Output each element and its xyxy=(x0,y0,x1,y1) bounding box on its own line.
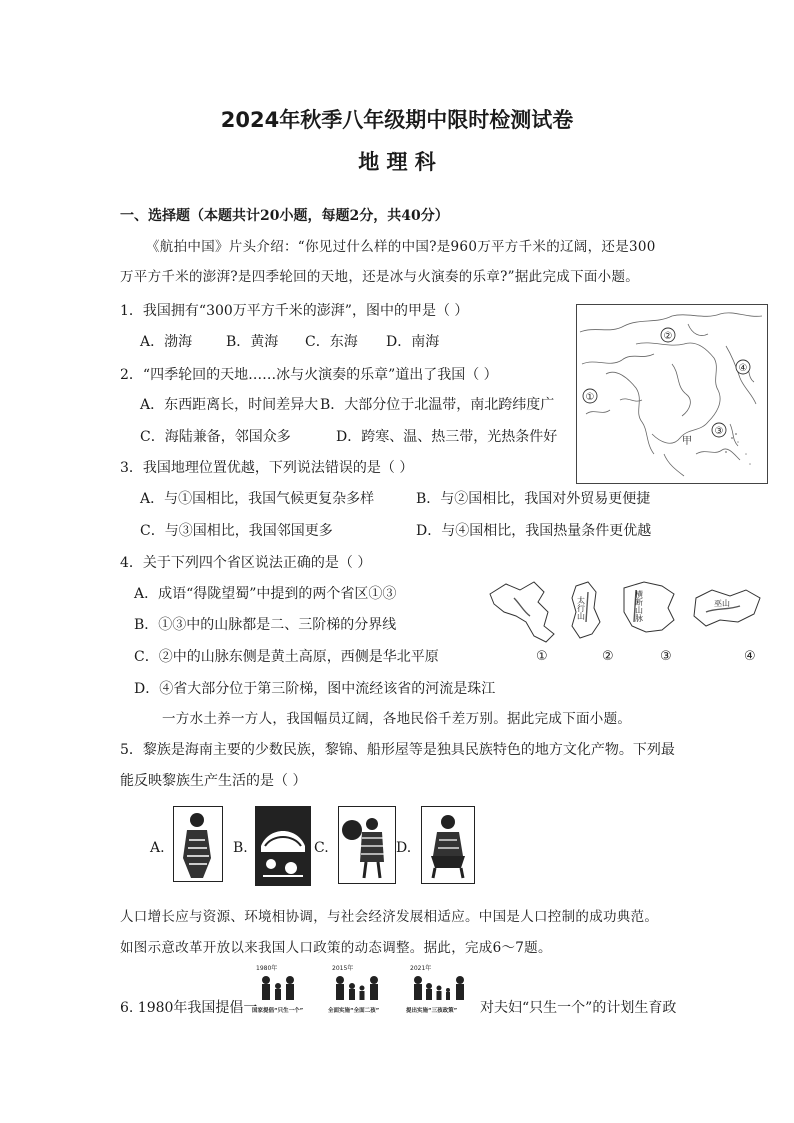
q6-stem-start: 6. 1980年我国提倡一 xyxy=(120,1000,258,1016)
policy-year-2021: 2021年 xyxy=(410,965,432,972)
population-policy-figure xyxy=(246,962,478,1018)
q5-image-b xyxy=(255,806,311,886)
q2-option-d: D．跨寒、温、热三带，光热条件好 xyxy=(336,429,558,445)
q1-stem: 1．我国拥有“300万平方千米的澎湃”，图中的甲是（ ） xyxy=(120,303,469,319)
map-marker-1: ① xyxy=(585,392,595,403)
label-hengduanshan: 横断山脉 xyxy=(634,590,644,622)
q4-option-d: D．④省大部分位于第三阶梯，图中流经该省的河流是珠江 xyxy=(134,681,496,697)
map-marker-4: ④ xyxy=(738,363,748,374)
q5-label-a: A. xyxy=(150,840,165,856)
q5-image-c xyxy=(338,806,396,884)
q4-stem: 4．关于下列四个省区说法正确的是（ ） xyxy=(120,555,372,571)
q2-option-b: B．大部分位于北温带，南北跨纬度广 xyxy=(320,397,555,413)
map-marker-2: ② xyxy=(663,331,673,342)
province-number-2: ② xyxy=(602,649,614,664)
policy-caption-2021: 提出实施“三孩政策” xyxy=(406,1008,458,1014)
q5-label-d: D. xyxy=(396,840,412,856)
label-wushan: 巫山 xyxy=(714,599,730,608)
policy-caption-1980: 国家提倡“只生一个” xyxy=(252,1008,304,1014)
q1-option-a: A．渤海 xyxy=(140,334,193,350)
map-marker-3: ③ xyxy=(714,426,724,437)
policy-year-1980: 1980年 xyxy=(256,965,278,972)
province-number-4: ④ xyxy=(744,649,756,664)
intro3-line1: 人口增长应与资源、环境相协调，与社会经济发展相适应。中国是人口控制的成功典范。 xyxy=(120,909,659,925)
province-number-1: ① xyxy=(536,649,548,664)
q4-option-a: A．成语“得陇望蜀”中提到的两个省区①③ xyxy=(134,586,397,602)
q1-option-d: D．南海 xyxy=(386,334,440,350)
intro-text-line2: 万平方千米的澎湃?是四季轮回的天地，还是冰与火演奏的乐章?”据此完成下面小题。 xyxy=(120,269,640,285)
intro3-line2: 如图示意改革开放以来我国人口政策的动态调整。据此，完成6～7题。 xyxy=(120,940,552,956)
q5-label-b: B. xyxy=(233,840,248,856)
q1-option-b: B．黄海 xyxy=(226,334,279,350)
q5-stem-line1: 5．黎族是海南主要的少数民族，黎锦、船形屋等是独具民族特色的地方文化产物。下列最 xyxy=(120,742,675,758)
q5-stem-line2: 能反映黎族生产生活的是（ ） xyxy=(120,773,307,789)
policy-year-2015: 2015年 xyxy=(332,965,354,972)
asia-map-figure xyxy=(576,304,768,484)
intro2-text: 一方水土养一方人，我国幅员辽阔，各地民俗千差万别。据此完成下面小题。 xyxy=(162,711,632,727)
subject-title: 地 理 科 xyxy=(358,150,436,174)
q1-option-c: C．东海 xyxy=(305,334,358,350)
q3-option-c: C．与③国相比，我国邻国更多 xyxy=(140,523,333,539)
q6-stem-end: 对夫妇“只生一个”的计划生育政 xyxy=(480,1000,677,1016)
q2-option-a: A．东西距离长，时间差异大 xyxy=(140,397,319,413)
q5-image-d xyxy=(421,806,475,884)
exam-title: 2024年秋季八年级期中限时检测试卷 xyxy=(220,108,574,132)
q3-option-d: D．与④国相比，我国热量条件更优越 xyxy=(416,523,652,539)
q4-option-b: B．①③中的山脉都是二、三阶梯的分界线 xyxy=(134,617,397,633)
q3-option-a: A．与①国相比，我国气候更复杂多样 xyxy=(140,491,375,507)
q2-stem: 2．“四季轮回的天地……冰与火演奏的乐章”道出了我国（ ） xyxy=(120,367,498,383)
province-outlines-figure xyxy=(484,572,774,664)
q3-option-b: B．与②国相比，我国对外贸易更便捷 xyxy=(416,491,651,507)
q5-label-c: C. xyxy=(314,840,329,856)
province-number-3: ③ xyxy=(660,649,672,664)
q5-image-a xyxy=(173,806,223,882)
q4-option-c: C．②中的山脉东侧是黄土高原，西侧是华北平原 xyxy=(134,649,439,665)
label-taihangshan: 太行山 xyxy=(576,596,586,620)
q2-option-c: C．海陆兼备，邻国众多 xyxy=(140,429,291,445)
q3-stem: 3．我国地理位置优越，下列说法错误的是（ ） xyxy=(120,460,414,476)
policy-caption-2015: 全面实施“全面二孩” xyxy=(328,1008,380,1014)
map-label-jia: 甲 xyxy=(682,436,692,447)
section-heading: 一、选择题（本题共计20小题，每题2分，共40分） xyxy=(120,208,449,224)
intro-text-line1: 《航拍中国》片头介绍：“你见过什么样的中国?是960万平方千米的辽阔，还是300 xyxy=(146,239,656,255)
